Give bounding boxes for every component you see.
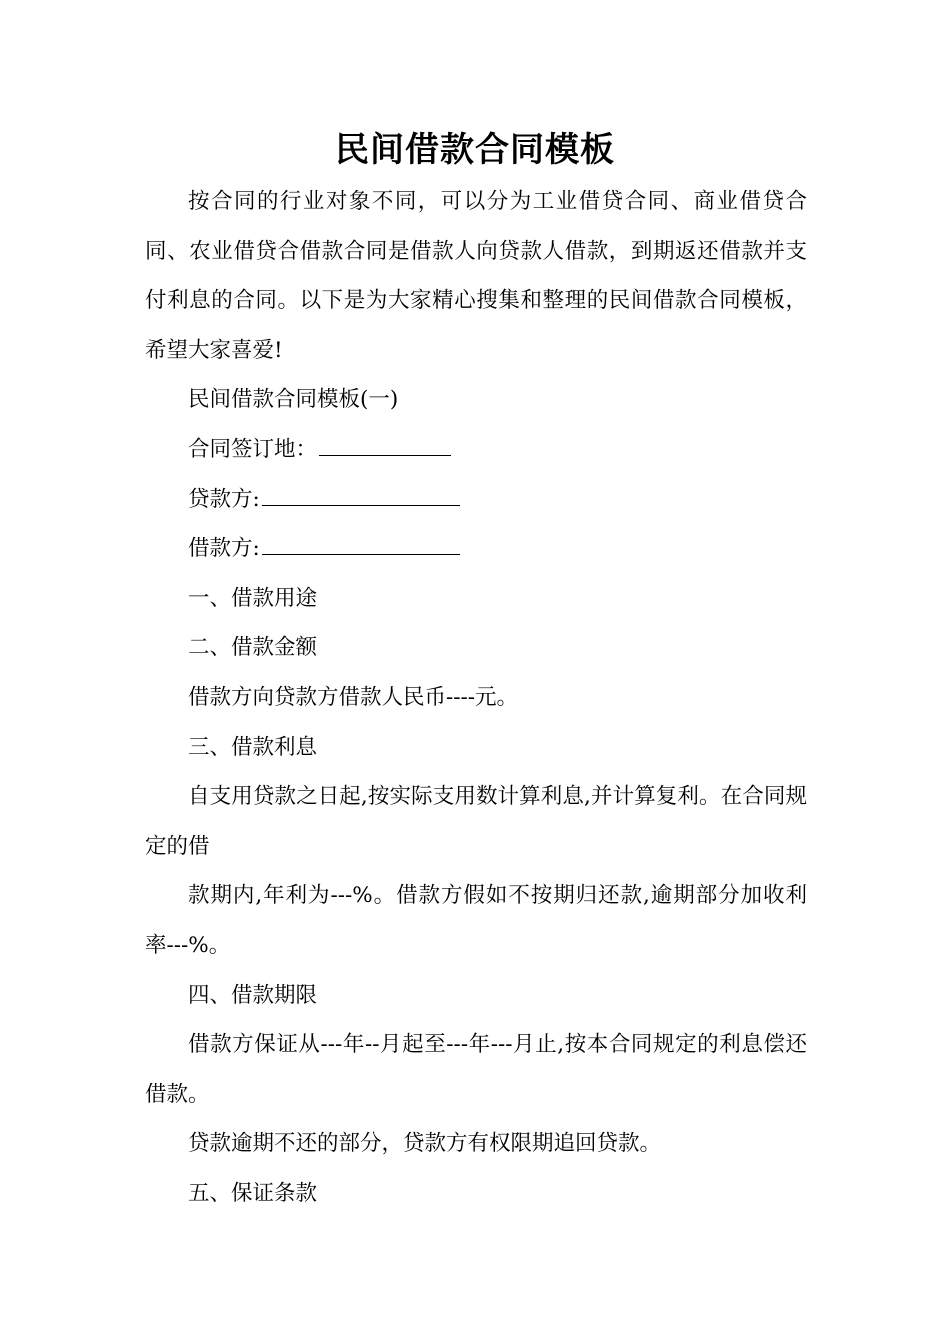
signing-place-line xyxy=(145,425,807,475)
section-3-text-2: 款期内,年利为---%。借款方假如不按期归还款,逾期部分加收利率---%。 xyxy=(145,883,807,958)
template-subtitle: 民间借款合同模板(一) xyxy=(188,387,399,413)
section-2-text: 借款方向贷款方借款人民币----元。 xyxy=(188,684,519,710)
borrower-line xyxy=(145,524,807,574)
section-3-heading: 三、借款利息 xyxy=(188,734,318,760)
lender-label: 贷款方: xyxy=(188,486,260,512)
lender-line xyxy=(145,475,807,525)
document-title: 民间借款合同模板 xyxy=(335,130,615,170)
lender-blank xyxy=(262,483,460,506)
intro-paragraph: 按合同的行业对象不同，可以分为工业借贷合同、商业借贷合同、农业借贷合借款合同是借款人向贷款人借款，到期返还借款并支付利息的合同。以下是为大家精心搜集和整理的民间借款合同模板，希望大家喜爱! xyxy=(145,189,807,363)
section-4-text-1: 借款方保证从---年--月起至---年---月止,按本合同规定的利息偿还借款。 xyxy=(145,1032,807,1107)
section-5-heading: 五、保证条款 xyxy=(188,1180,318,1206)
section-4-text-2: 贷款逾期不还的部分，贷款方有权限期追回贷款。 xyxy=(188,1131,662,1157)
borrower-blank xyxy=(262,533,460,556)
section-3-text-1: 自支用贷款之日起,按实际支用数计算利息,并计算复利。在合同规定的借 xyxy=(145,784,807,859)
signing-place-blank xyxy=(319,433,451,456)
section-1-heading: 一、借款用途 xyxy=(188,585,318,611)
document-body xyxy=(145,177,807,1218)
section-2-heading: 二、借款金额 xyxy=(188,635,318,661)
signing-place-label: 合同签订地： xyxy=(188,436,318,462)
section-4-heading: 四、借款期限 xyxy=(188,982,318,1008)
borrower-label: 借款方: xyxy=(188,536,260,562)
